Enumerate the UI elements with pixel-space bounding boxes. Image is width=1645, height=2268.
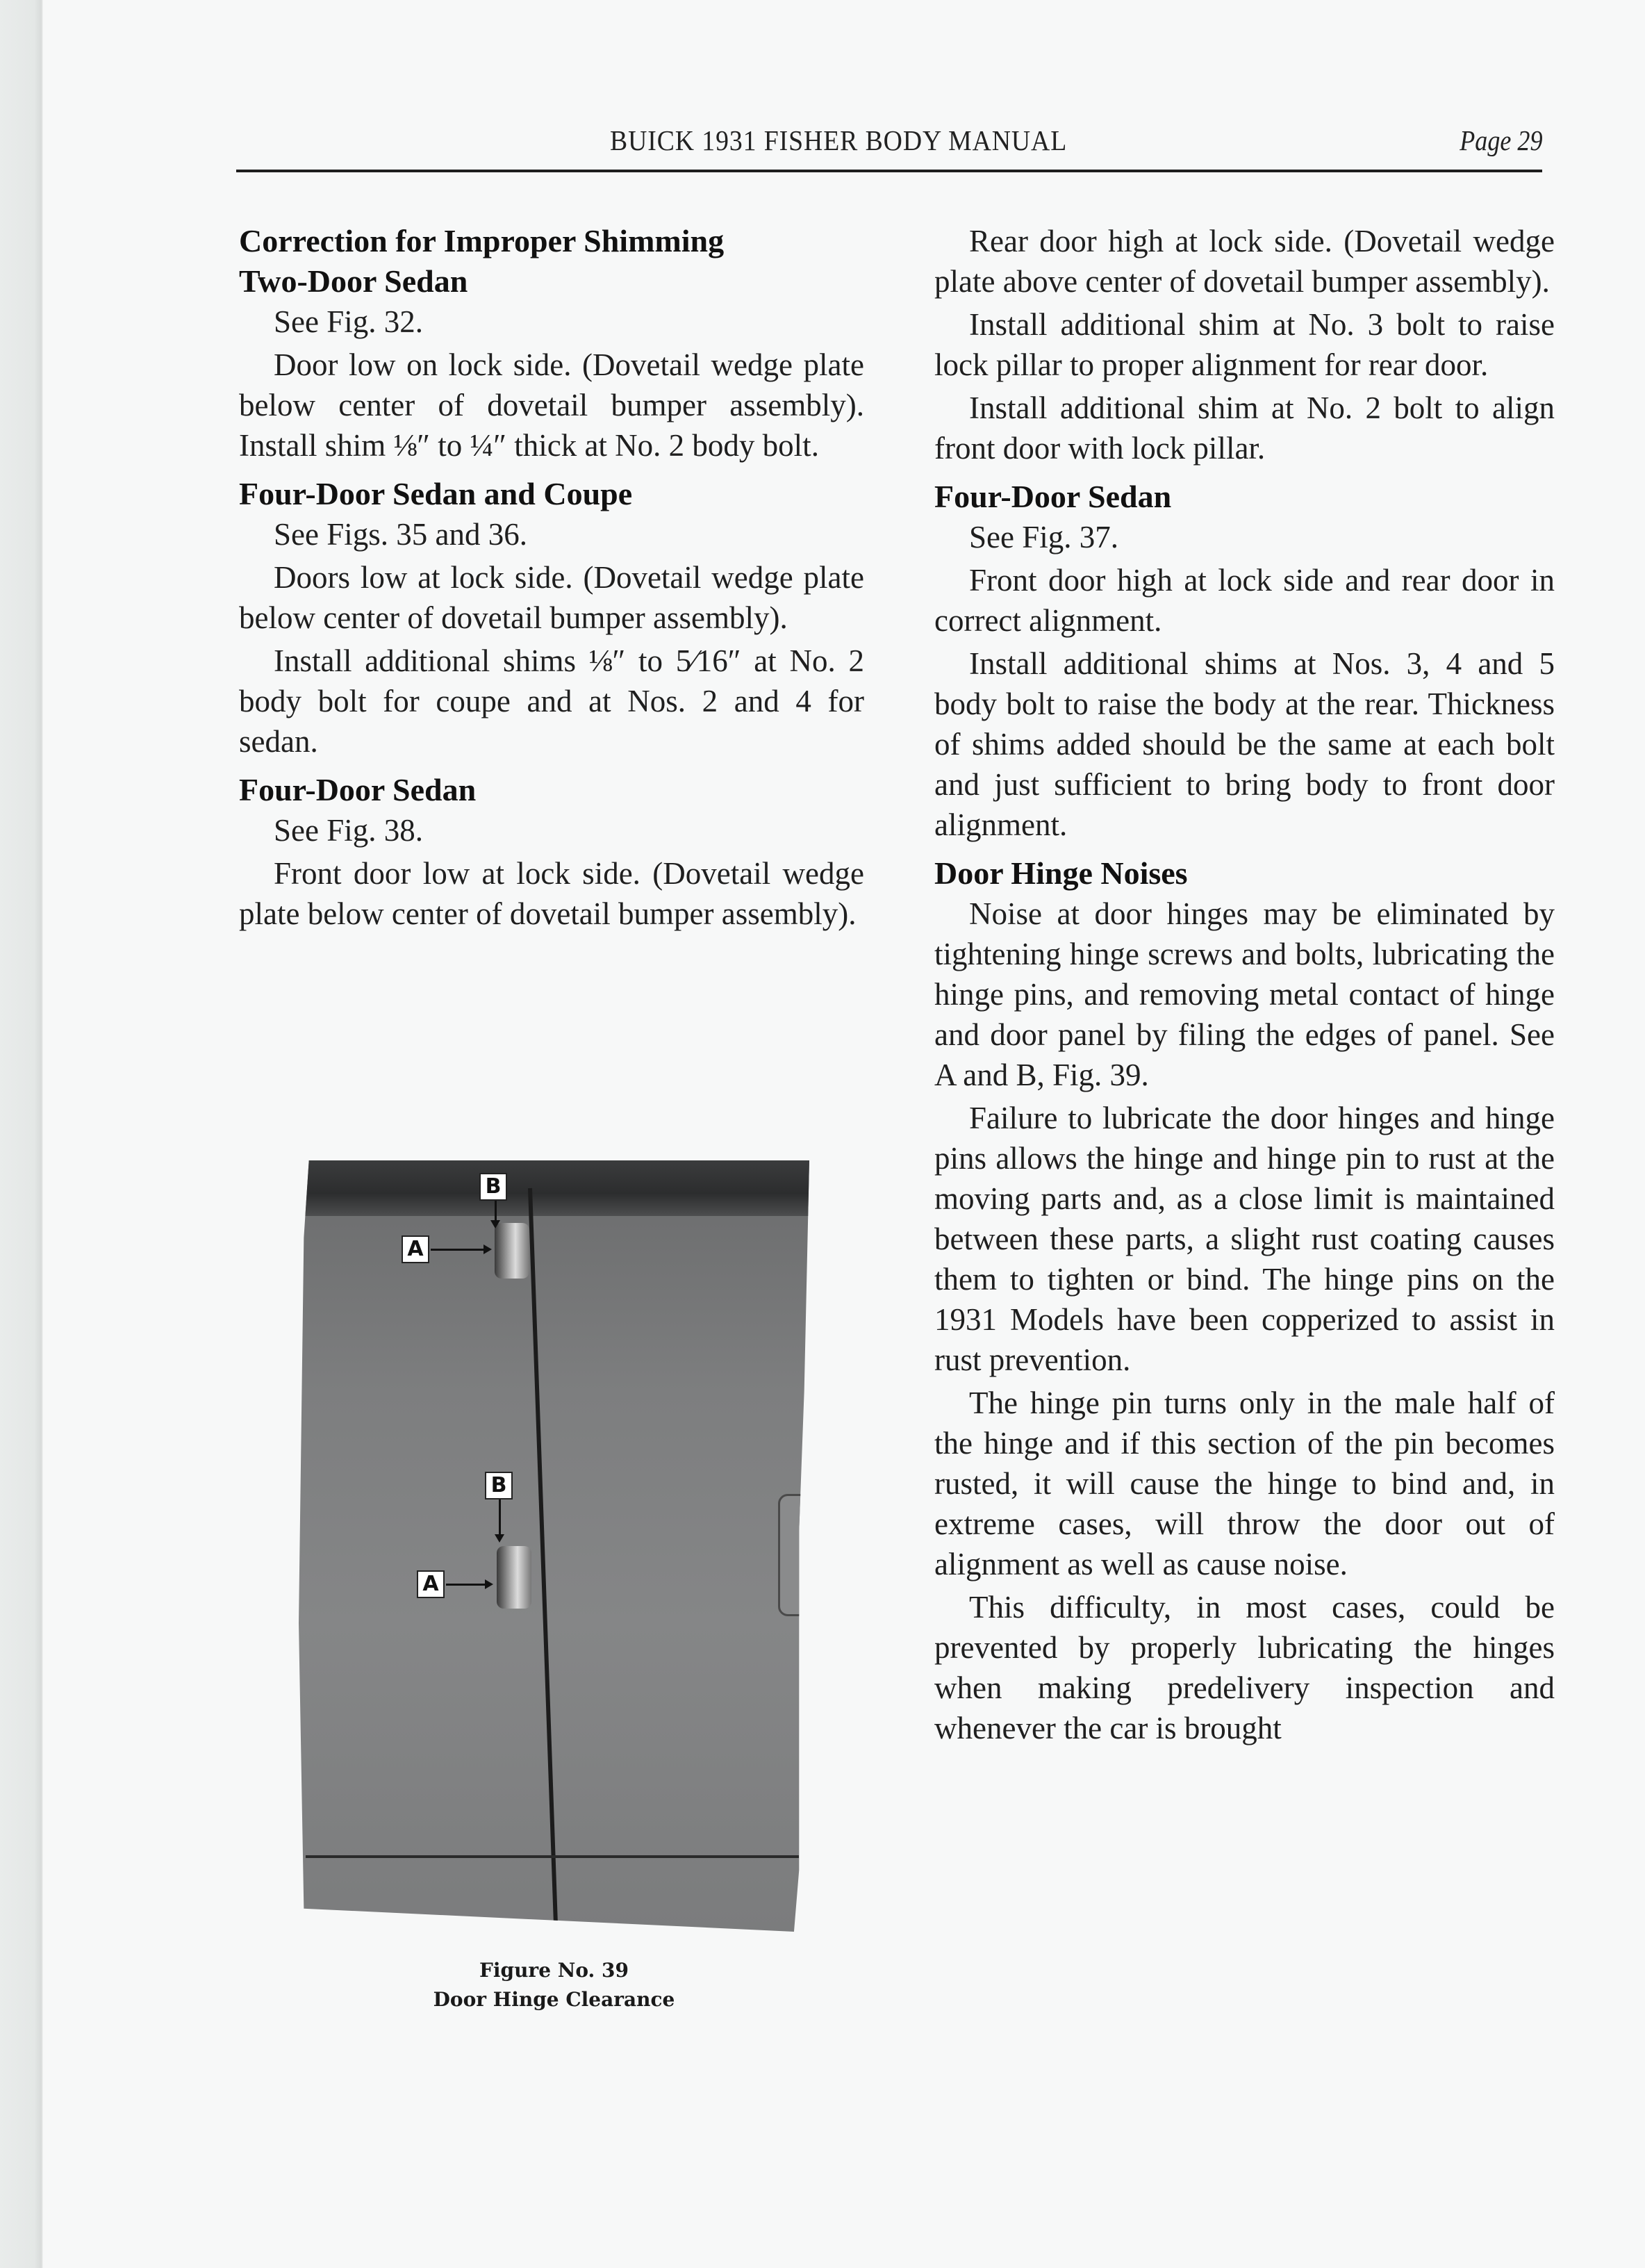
roof-molding bbox=[299, 1160, 809, 1216]
arrow-icon bbox=[495, 1201, 497, 1224]
page-number: Page 29 bbox=[1459, 124, 1542, 156]
section-heading: Correction for Improper Shimming bbox=[239, 223, 725, 258]
figure-number: Figure No. 39 bbox=[479, 1959, 629, 1982]
door-seam bbox=[528, 1188, 559, 1939]
section-subheading: Two-Door Sedan bbox=[239, 263, 468, 299]
door-handle-recess bbox=[778, 1494, 810, 1616]
paragraph: Front door low at lock side. (Dovetail wedge plate below center of dovetail bumper assembly). bbox=[239, 856, 864, 931]
paragraph: Doors low at lock side. (Dovetail wedge plate below center of dovetail bumper assembly). bbox=[239, 560, 864, 635]
section-heading: Four-Door Sedan bbox=[934, 479, 1172, 514]
figure-reference: See Fig. 32. bbox=[274, 304, 424, 339]
paragraph: Door low on lock side. (Dovetail wedge plate below center of dovetail bumper assembly). Install shim ⅛″ to ¼″ thick at No. 2 body bolt. bbox=[239, 347, 864, 463]
label-b-lower: B bbox=[485, 1472, 513, 1499]
paragraph: Front door high at lock side and rear door in correct alignment. bbox=[934, 563, 1555, 638]
paragraph: Noise at door hinges may be eliminated by tightening hinge screws and bolts, lubricating the hinge pins, and removing metal contact of hinge and door panel by filing the edges of panel. See A and B, Fig. 39. bbox=[934, 896, 1555, 1092]
section-four-door-sedan bbox=[239, 770, 864, 934]
sill-line bbox=[306, 1855, 799, 1858]
running-header bbox=[236, 124, 1542, 165]
section-door-hinge-noises bbox=[934, 853, 1555, 1748]
section-four-door-sedan-fig37 bbox=[934, 477, 1555, 845]
arrow-icon bbox=[499, 1499, 501, 1538]
paragraph: Install additional shim at No. 3 bolt to raise lock pillar to proper alignment for rear door. bbox=[934, 307, 1555, 382]
paragraph: Failure to lubricate the door hinges and hinge pins allows the hinge and hinge pin to rust at the moving parts and, as a close limit is maintained between these parts, a slight rust coating causes them to tighten or bind. The hinge pins on the 1931 Models have been copperized to assist in rust prevention. bbox=[934, 1101, 1555, 1377]
label-a-lower: A bbox=[417, 1570, 445, 1598]
figure-reference: See Fig. 37. bbox=[969, 520, 1119, 554]
right-column bbox=[934, 221, 1555, 1757]
paragraph: Rear door high at lock side. (Dovetail wedge plate above center of dovetail bumper assembly). bbox=[934, 224, 1555, 299]
section-heading: Four-Door Sedan bbox=[239, 772, 477, 807]
section-heading: Door Hinge Noises bbox=[934, 855, 1188, 891]
section-heading: Four-Door Sedan and Coupe bbox=[239, 476, 633, 511]
paragraph: Install additional shims at Nos. 3, 4 and 5 body bolt to raise the body at the rear. Thickness of shims added should be the same at each bolt and just sufficient to bring body to front door alignment. bbox=[934, 646, 1555, 842]
label-a-upper: A bbox=[402, 1235, 429, 1263]
section-two-door-sedan bbox=[239, 221, 864, 466]
manual-title: BUICK 1931 FISHER BODY MANUAL bbox=[610, 124, 1068, 156]
door-panel-photo bbox=[299, 1160, 809, 1932]
figure-reference: See Fig. 38. bbox=[274, 813, 424, 848]
arrow-icon bbox=[431, 1249, 489, 1251]
figure-reference: See Figs. 35 and 36. bbox=[274, 517, 527, 552]
left-column bbox=[239, 221, 864, 942]
arrow-icon bbox=[446, 1584, 490, 1586]
upper-hinge bbox=[495, 1223, 529, 1279]
figure-title: Door Hinge Clearance bbox=[433, 1988, 675, 2011]
paragraph: This difficulty, in most cases, could be prevented by properly lubricating the hinges when making predelivery inspection and whenever the car is brought bbox=[934, 1590, 1555, 1745]
header-rule bbox=[236, 170, 1542, 172]
label-b-upper: B bbox=[479, 1173, 507, 1201]
paragraph: Install additional shim at No. 2 bolt to align front door with lock pillar. bbox=[934, 391, 1555, 466]
lower-hinge bbox=[497, 1546, 531, 1609]
paragraph: Install additional shims ⅛″ to 5⁄16″ at No. 2 body bolt for coupe and at Nos. 2 and 4 for sedan. bbox=[239, 643, 864, 759]
figure-39-photo bbox=[299, 1160, 809, 1932]
figure-caption bbox=[299, 1956, 809, 2014]
section-four-door-sedan-and-coupe bbox=[239, 474, 864, 762]
continued-text bbox=[934, 221, 1555, 468]
book-gutter bbox=[0, 0, 43, 2268]
paragraph: The hinge pin turns only in the male half of the hinge and if this section of the pin becomes rusted, it will cause the hinge to bind and, in extreme cases, will throw the door out of alignment as well as cause noise. bbox=[934, 1386, 1555, 1581]
